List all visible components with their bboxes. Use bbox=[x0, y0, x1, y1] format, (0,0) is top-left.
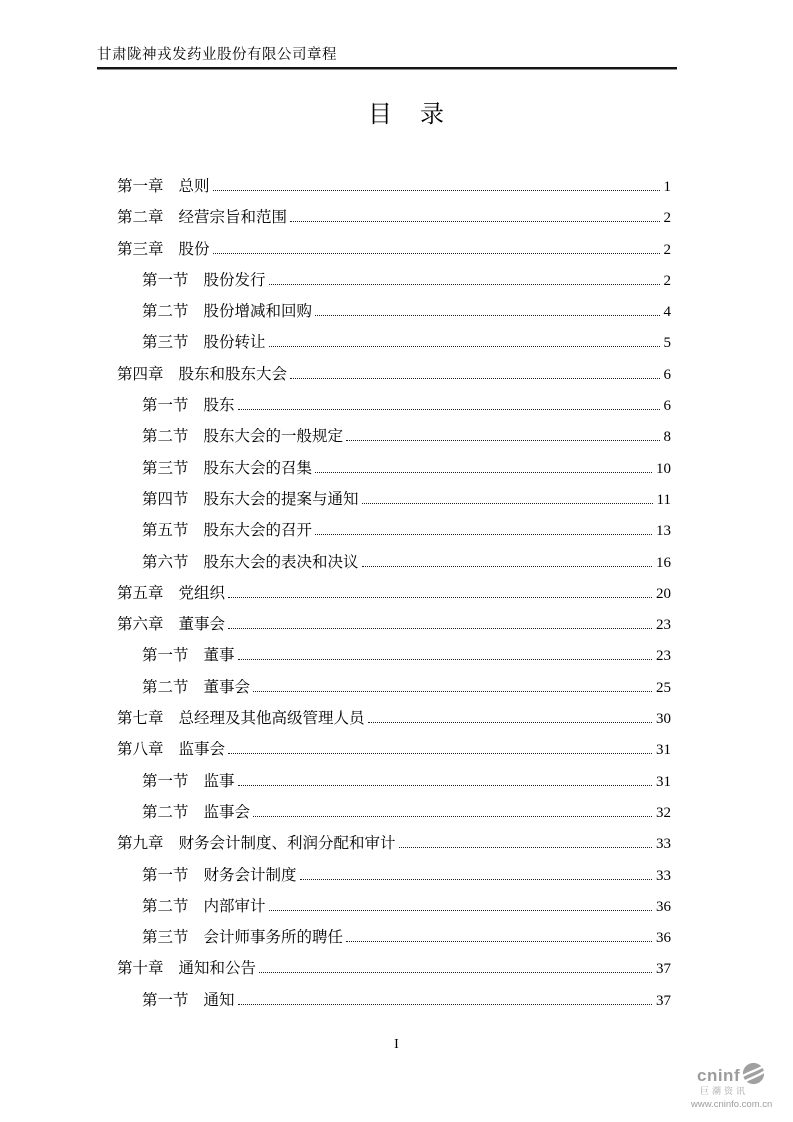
toc-entry-title: 董事会 bbox=[178, 616, 226, 634]
toc-entry-chapter: 第十章 bbox=[117, 960, 164, 978]
toc-entry-page: 2 bbox=[663, 272, 671, 289]
toc-entry-page: 11 bbox=[656, 491, 671, 508]
toc-leader-dots bbox=[238, 785, 652, 786]
document-title: 甘肃陇神戎发药业股份有限公司章程 bbox=[97, 47, 337, 63]
toc-entry-chapter: 第五章 bbox=[117, 584, 164, 602]
toc-leader-dots bbox=[269, 284, 660, 285]
toc-entry bbox=[100, 578, 677, 609]
toc-entry-title: 股份转让 bbox=[203, 334, 266, 352]
toc-entry-chapter: 第三节 bbox=[142, 459, 189, 477]
toc-leader-dots bbox=[253, 691, 652, 692]
toc-entry bbox=[100, 797, 677, 828]
toc-entry-chapter: 第七章 bbox=[117, 710, 164, 728]
toc-entry-chapter: 第二节 bbox=[142, 678, 189, 696]
toc-leader-dots bbox=[290, 378, 659, 379]
toc-entry-chapter: 第一节 bbox=[142, 772, 189, 790]
toc-entry-page: 25 bbox=[656, 679, 671, 696]
toc-leader-dots bbox=[253, 816, 652, 817]
toc-leader-dots bbox=[300, 879, 652, 880]
toc-entry-title: 股东大会的提案与通知 bbox=[203, 490, 359, 508]
cninfo-swirl-icon bbox=[742, 1062, 765, 1085]
toc-entry bbox=[100, 703, 677, 734]
toc-entry-title: 监事会 bbox=[178, 741, 226, 759]
toc-entry-page: 30 bbox=[656, 711, 671, 728]
toc-entry-title: 股份 bbox=[178, 240, 210, 258]
logo-brand-text: cninf bbox=[697, 1065, 741, 1085]
toc-entry-chapter: 第五节 bbox=[142, 522, 189, 540]
toc-entry bbox=[100, 734, 677, 765]
toc-entry-title: 总则 bbox=[178, 178, 210, 195]
page-header bbox=[97, 46, 677, 70]
toc-entry-title: 财务会计制度、利润分配和审计 bbox=[178, 835, 396, 853]
toc-entry-chapter: 第四章 bbox=[117, 365, 164, 383]
toc-leader-dots bbox=[346, 440, 659, 441]
toc-entry-title: 股东大会的一般规定 bbox=[203, 428, 344, 446]
toc-entry bbox=[100, 547, 677, 578]
toc-entry-title: 财务会计制度 bbox=[203, 866, 297, 884]
toc-entry-chapter: 第九章 bbox=[117, 835, 164, 853]
toc-entry-chapter: 第三章 bbox=[117, 240, 164, 258]
toc-leader-dots bbox=[399, 847, 652, 848]
toc-entry-title: 内部审计 bbox=[203, 897, 266, 915]
toc-entry bbox=[100, 171, 677, 202]
toc-leader-dots bbox=[368, 722, 652, 723]
toc-entry bbox=[100, 672, 677, 703]
toc-leader-dots bbox=[315, 315, 659, 316]
toc-leader-dots bbox=[213, 190, 660, 191]
toc-entry-chapter: 第一节 bbox=[142, 647, 189, 665]
toc-leader-dots bbox=[228, 628, 652, 629]
toc-entry-title: 会计师事务所的聘任 bbox=[203, 929, 344, 947]
toc-entry-chapter: 第一章 bbox=[117, 178, 164, 195]
toc-leader-dots bbox=[213, 253, 660, 254]
toc-entry bbox=[100, 922, 677, 953]
toc-leader-dots bbox=[362, 503, 653, 504]
toc-entry-page: 4 bbox=[663, 304, 671, 321]
toc-entry-page: 5 bbox=[663, 335, 671, 352]
toc-entry bbox=[100, 828, 677, 859]
toc-leader-dots bbox=[269, 910, 652, 911]
toc-entry-title: 监事 bbox=[203, 772, 235, 790]
toc-leader-dots bbox=[238, 1004, 652, 1005]
toc-entry-page: 6 bbox=[663, 398, 671, 415]
toc-entry bbox=[100, 202, 677, 233]
toc-entry-title: 通知和公告 bbox=[178, 960, 257, 978]
toc-entry bbox=[100, 891, 677, 922]
toc-entry-chapter: 第一节 bbox=[142, 866, 189, 884]
toc-leader-dots bbox=[228, 597, 652, 598]
toc-entry-chapter: 第二节 bbox=[142, 897, 189, 915]
toc-entry-page: 31 bbox=[656, 773, 671, 790]
logo-brand-row bbox=[691, 1065, 789, 1085]
toc-entry bbox=[100, 359, 677, 390]
toc-entry-page: 6 bbox=[663, 366, 671, 383]
toc-entry-page: 36 bbox=[656, 930, 671, 947]
toc-entry bbox=[100, 515, 677, 546]
toc-entry-page: 13 bbox=[656, 523, 671, 540]
toc-entry bbox=[100, 234, 677, 265]
toc-entry-chapter: 第三节 bbox=[142, 929, 189, 947]
cninfo-logo bbox=[691, 1065, 789, 1110]
toc-entry-page: 31 bbox=[656, 742, 671, 759]
toc-entry bbox=[100, 421, 677, 452]
toc-entry-chapter: 第四节 bbox=[142, 490, 189, 508]
logo-site-name: 巨潮资讯 bbox=[700, 1086, 749, 1096]
toc-title: 目 录 bbox=[368, 102, 446, 128]
toc-entry-page: 37 bbox=[656, 992, 671, 1009]
toc-leader-dots bbox=[315, 472, 652, 473]
toc-leader-dots bbox=[290, 221, 659, 222]
toc-entry-chapter: 第六章 bbox=[117, 616, 164, 634]
toc-entry bbox=[100, 327, 677, 358]
toc-entry bbox=[100, 609, 677, 640]
toc-entry-title: 总经理及其他高级管理人员 bbox=[178, 710, 365, 728]
toc-entry-title: 董事 bbox=[203, 647, 235, 665]
toc-entry-page: 33 bbox=[656, 867, 671, 884]
toc-leader-dots bbox=[269, 346, 660, 347]
toc-entry-page: 10 bbox=[656, 460, 671, 477]
toc-entry bbox=[100, 766, 677, 797]
toc-entry-chapter: 第三节 bbox=[142, 334, 189, 352]
toc-entry-chapter: 第一节 bbox=[142, 397, 189, 415]
toc-leader-dots bbox=[315, 534, 652, 535]
toc-entry-title: 股份增减和回购 bbox=[203, 303, 313, 321]
header-rule bbox=[97, 67, 677, 70]
toc-entry-title: 股东大会的表决和决议 bbox=[203, 553, 359, 571]
toc-entry bbox=[100, 265, 677, 296]
toc-entry bbox=[100, 453, 677, 484]
toc-entry-page: 2 bbox=[663, 241, 671, 258]
toc-leader-dots bbox=[238, 409, 660, 410]
toc-entry-title: 经营宗旨和范围 bbox=[178, 209, 288, 227]
toc-entry-chapter: 第一节 bbox=[142, 991, 189, 1009]
toc-leader-dots bbox=[362, 566, 652, 567]
toc-entry-page: 37 bbox=[656, 961, 671, 978]
toc-entry-page: 2 bbox=[663, 210, 671, 227]
toc-entry-page: 33 bbox=[656, 836, 671, 853]
toc-entry-chapter: 第二节 bbox=[142, 803, 189, 821]
toc-entry-chapter: 第二章 bbox=[117, 209, 164, 227]
toc-entry-page: 23 bbox=[656, 648, 671, 665]
logo-site-url: www.cninfo.com.cn bbox=[691, 1099, 773, 1110]
toc-entry bbox=[100, 985, 677, 1016]
toc-leader-dots bbox=[346, 941, 652, 942]
toc-entry-title: 股东大会的召集 bbox=[203, 459, 313, 477]
toc-entry-page: 32 bbox=[656, 804, 671, 821]
toc-entry-title: 股东和股东大会 bbox=[178, 365, 288, 383]
toc-entry-page: 8 bbox=[663, 429, 671, 446]
toc-entry-page: 23 bbox=[656, 617, 671, 634]
toc-entry bbox=[100, 860, 677, 891]
toc-entry-title: 董事会 bbox=[203, 678, 251, 696]
toc-entry-page: 1 bbox=[663, 179, 671, 195]
toc-entry bbox=[100, 953, 677, 984]
toc-leader-dots bbox=[228, 753, 652, 754]
toc-leader-dots bbox=[259, 972, 652, 973]
page-number: I bbox=[394, 1037, 399, 1052]
toc-list bbox=[100, 171, 677, 1016]
toc-entry-chapter: 第一节 bbox=[142, 271, 189, 289]
toc-entry-chapter: 第八章 bbox=[117, 741, 164, 759]
toc-entry-title: 通知 bbox=[203, 991, 235, 1009]
toc-entry-title: 股份发行 bbox=[203, 271, 266, 289]
toc-entry-chapter: 第六节 bbox=[142, 553, 189, 571]
toc-entry-chapter: 第二节 bbox=[142, 303, 189, 321]
toc-entry bbox=[100, 484, 677, 515]
toc-entry bbox=[100, 296, 677, 327]
toc-entry-page: 20 bbox=[656, 585, 671, 602]
toc-entry-title: 股东大会的召开 bbox=[203, 522, 313, 540]
toc-entry bbox=[100, 640, 677, 671]
toc-leader-dots bbox=[238, 659, 652, 660]
toc-entry-chapter: 第二节 bbox=[142, 428, 189, 446]
toc-entry-title: 监事会 bbox=[203, 803, 251, 821]
toc-entry-page: 16 bbox=[656, 554, 671, 571]
toc-entry-page: 36 bbox=[656, 898, 671, 915]
toc-entry bbox=[100, 390, 677, 421]
toc-entry-title: 股东 bbox=[203, 397, 235, 415]
toc-entry-title: 党组织 bbox=[178, 584, 226, 602]
